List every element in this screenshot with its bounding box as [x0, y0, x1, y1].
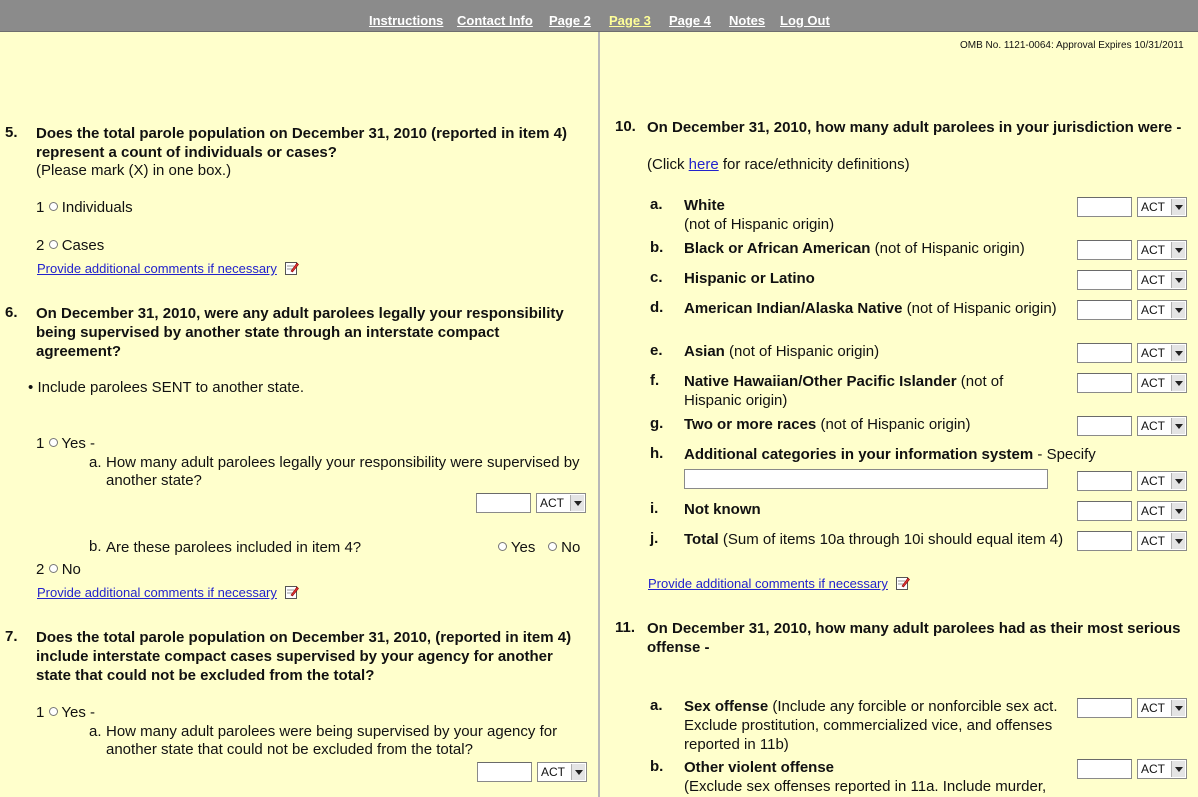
q10j-input[interactable]	[1077, 531, 1132, 551]
nav-page-3[interactable]: Page 3	[609, 13, 651, 28]
nav-instructions[interactable]: Instructions	[369, 13, 444, 28]
q5-option-individuals[interactable]	[36, 199, 133, 216]
q10-comment[interactable]	[648, 575, 910, 592]
q11a-letter: a.	[650, 697, 663, 714]
q5-cases-radio[interactable]	[49, 240, 58, 249]
q5-option-individuals-num: 1	[36, 199, 45, 216]
q10j-rest: (Sum of items 10a through 10i should equal item 4)	[718, 531, 1064, 548]
nav-contact-info[interactable]: Contact Info	[457, 13, 533, 28]
q11b-line2: (Exclude sex offenses reported in 11a. Include murder,	[684, 778, 1047, 795]
q10h-act-value: ACT	[1141, 474, 1165, 488]
q10h-rest: - Specify	[1033, 446, 1096, 463]
q6b-yes-label: Yes	[510, 539, 536, 556]
q10g-act-value: ACT	[1141, 419, 1165, 433]
q10g-label	[684, 415, 1064, 434]
q10i-bold: Not known	[684, 501, 761, 518]
q6-yes-num: 1	[36, 435, 45, 452]
q6-bullet-text: Include parolees SENT to another state.	[37, 379, 304, 396]
q10-number: 10.	[615, 118, 636, 135]
q6-option-yes[interactable]	[36, 435, 95, 452]
q11-question: On December 31, 2010, how many adult parolees had as their most serious offense -	[647, 620, 1181, 656]
q10i-act-select[interactable]	[1137, 501, 1187, 521]
q10h-label	[684, 445, 1124, 464]
q5-individuals-radio[interactable]	[49, 202, 58, 211]
nav-page-2[interactable]: Page 2	[549, 13, 591, 28]
chevron-down-icon[interactable]	[1171, 302, 1185, 318]
chevron-down-icon[interactable]	[1171, 199, 1185, 215]
q11b-bold: Other violent offense	[684, 759, 835, 776]
q10e-input[interactable]	[1077, 343, 1132, 363]
q10a-line2: (not of Hispanic origin)	[684, 216, 835, 233]
q10d-act-value: ACT	[1141, 303, 1165, 317]
q10e-act-select[interactable]	[1137, 343, 1187, 363]
q6-no-num: 2	[36, 561, 45, 578]
q11a-input[interactable]	[1077, 698, 1132, 718]
q10j-letter: j.	[650, 530, 659, 547]
q11b-input[interactable]	[1077, 759, 1132, 779]
q10e-letter: e.	[650, 342, 663, 359]
q6a-act-select[interactable]	[536, 493, 586, 513]
q7-question: Does the total parole population on December 31, 2010, (reported in item 4) include interstate compact cases supervised by your agency for another state that could not be excluded from the total?	[36, 629, 572, 684]
q6b-no-radio[interactable]	[548, 542, 557, 551]
q10c-bold: Hispanic or Latino	[684, 270, 815, 287]
q10d-letter: d.	[650, 299, 664, 316]
nav-log-out[interactable]: Log Out	[780, 13, 830, 28]
q6b-yes-radio[interactable]	[498, 542, 507, 551]
q10-comment-link[interactable]: Provide additional comments if necessary	[648, 576, 888, 591]
chevron-down-icon[interactable]	[1171, 761, 1185, 777]
q6-yes-label: Yes -	[61, 435, 96, 452]
q5-question: Does the total parole population on December 31, 2010 (reported in item 4) represent a count of individuals or cases?	[36, 125, 567, 161]
q10-definitions-note	[647, 156, 910, 173]
q10b-bold: Black or African American	[684, 240, 871, 257]
q7-yes-num: 1	[36, 704, 45, 721]
chevron-down-icon[interactable]	[1171, 242, 1185, 258]
chevron-down-icon[interactable]	[1171, 473, 1185, 489]
q10g-bold: Two or more races	[684, 416, 817, 433]
q6-bullet	[28, 379, 304, 396]
q11a-bold: Sex offense	[684, 698, 769, 715]
q10h-specify-input[interactable]	[684, 469, 1048, 489]
q7-yes-label: Yes -	[61, 704, 96, 721]
q6b-text: Are these parolees included in item 4?	[106, 539, 362, 556]
q7a-letter: a.	[89, 723, 102, 740]
q6-comment[interactable]	[37, 584, 299, 601]
q10c-label	[684, 269, 1064, 288]
chevron-down-icon[interactable]	[1171, 272, 1185, 288]
q5-option-individuals-label: Individuals	[61, 199, 133, 216]
q10g-letter: g.	[650, 415, 664, 432]
chevron-down-icon[interactable]	[1171, 345, 1185, 361]
q6-comment-link[interactable]: Provide additional comments if necessary	[37, 585, 277, 600]
q10f-letter: f.	[650, 372, 660, 389]
q10c-letter: c.	[650, 269, 663, 286]
q10i-label	[684, 500, 1064, 519]
q5-comment[interactable]	[37, 260, 299, 277]
bullet-icon: •	[28, 379, 34, 396]
q10j-act-value: ACT	[1141, 534, 1165, 548]
q10g-input[interactable]	[1077, 416, 1132, 436]
chevron-down-icon[interactable]	[1171, 700, 1185, 716]
q5-option-cases-label: Cases	[61, 237, 105, 254]
q6-no-label: No	[61, 561, 81, 578]
chevron-down-icon[interactable]	[1171, 503, 1185, 519]
edit-note-icon[interactable]	[896, 576, 910, 590]
q10i-letter: i.	[650, 500, 659, 517]
q6-option-no[interactable]	[36, 561, 81, 578]
q10d-bold: American Indian/Alaska Native	[684, 300, 903, 317]
q10-question: On December 31, 2010, how many adult parolees in your jurisdiction were -	[647, 119, 1182, 136]
q10b-rest: (not of Hispanic origin)	[870, 240, 1025, 257]
q10f-act-select[interactable]	[1137, 373, 1187, 393]
q6a-act-value: ACT	[540, 496, 564, 510]
q10f-input[interactable]	[1077, 373, 1132, 393]
q10a-input[interactable]	[1077, 197, 1132, 217]
q10b-letter: b.	[650, 239, 664, 256]
q7-number: 7.	[5, 628, 18, 645]
q10i-act-value: ACT	[1141, 504, 1165, 518]
q6b-yes-option[interactable]	[498, 539, 535, 556]
chevron-down-icon[interactable]	[1171, 375, 1185, 391]
q10c-input[interactable]	[1077, 270, 1132, 290]
q7a-count-input[interactable]	[477, 762, 532, 782]
q10f-act-value: ACT	[1141, 376, 1165, 390]
q10j-bold: Total	[684, 531, 719, 548]
q10b-act-select[interactable]	[1137, 240, 1187, 260]
q11b-act-value: ACT	[1141, 762, 1165, 776]
q10a-letter: a.	[650, 196, 663, 213]
q5-option-cases[interactable]	[36, 237, 104, 254]
q10d-act-select[interactable]	[1137, 300, 1187, 320]
q6b-letter: b.	[89, 538, 102, 555]
q10g-rest: (not of Hispanic origin)	[816, 416, 971, 433]
q10-click-post: for race/ethnicity definitions)	[718, 156, 910, 173]
q7a-text: How many adult parolees were being supervised by your agency for another state that could not be excluded from the total?	[106, 723, 558, 758]
q7a-act-value: ACT	[541, 765, 565, 779]
q6-question: On December 31, 2010, were any adult parolees legally your responsibility being supervised by another state through an interstate compact agreement?	[36, 305, 564, 360]
q10j-act-select[interactable]	[1137, 531, 1187, 551]
chevron-down-icon[interactable]	[571, 764, 585, 780]
q10h-bold: Additional categories in your information system	[684, 446, 1034, 463]
omb-notice: OMB No. 1121-0064: Approval Expires 10/31/2011	[960, 40, 1184, 51]
column-divider	[598, 32, 600, 797]
q6-no-radio[interactable]	[49, 564, 58, 573]
chevron-down-icon[interactable]	[570, 495, 584, 511]
q10a-bold: White	[684, 197, 725, 214]
q7a-act-select[interactable]	[537, 762, 587, 782]
q10b-label	[684, 239, 1064, 258]
q10c-act-value: ACT	[1141, 273, 1165, 287]
q6a-text: How many adult parolees legally your responsibility were supervised by another state?	[106, 454, 580, 489]
q11b-label	[684, 758, 1069, 796]
q5-option-cases-num: 2	[36, 237, 45, 254]
q10g-act-select[interactable]	[1137, 416, 1187, 436]
q10i-input[interactable]	[1077, 501, 1132, 521]
q10h-act-select[interactable]	[1137, 471, 1187, 491]
q5-number: 5.	[5, 124, 18, 141]
nav-page-4[interactable]: Page 4	[669, 13, 711, 28]
q10h-letter: h.	[650, 445, 664, 462]
q10e-act-value: ACT	[1141, 346, 1165, 360]
q11b-letter: b.	[650, 758, 664, 775]
edit-note-icon[interactable]	[285, 261, 299, 275]
q11a-label	[684, 697, 1069, 754]
q11a-rest: (Include any forcible or nonforcible sex act. Exclude prostitution, commercialized vice, and offenses reported in 11b)	[684, 698, 1058, 753]
q10a-label	[684, 196, 1064, 234]
q10b-input[interactable]	[1077, 240, 1132, 260]
q10h-input[interactable]	[1077, 471, 1132, 491]
q11-number: 11.	[615, 619, 636, 636]
q11b-act-select[interactable]	[1137, 759, 1187, 779]
race-definitions-link[interactable]: here	[688, 156, 719, 173]
q10c-act-select[interactable]	[1137, 270, 1187, 290]
q6a-count-input[interactable]	[476, 493, 531, 513]
q6-number: 6.	[5, 304, 18, 321]
q5-instruction: (Please mark (X) in one box.)	[36, 162, 232, 179]
q10f-rest: (not of Hispanic origin)	[684, 373, 1004, 409]
chevron-down-icon[interactable]	[1171, 418, 1185, 434]
q7-yes-radio[interactable]	[49, 707, 58, 716]
q6-yes-radio[interactable]	[49, 438, 58, 447]
q10e-label	[684, 342, 1064, 361]
q10f-label	[684, 372, 1064, 410]
nav-notes[interactable]: Notes	[729, 13, 766, 28]
q6a-letter: a.	[89, 454, 102, 471]
q6b-no-option[interactable]	[548, 539, 580, 556]
q10e-bold: Asian	[684, 343, 725, 360]
q10d-label	[684, 299, 1064, 318]
q11a-act-select[interactable]	[1137, 698, 1187, 718]
q10-click-pre: (Click	[647, 156, 689, 173]
q10f-bold: Native Hawaiian/Other Pacific Islander	[684, 373, 957, 390]
q10a-act-value: ACT	[1141, 200, 1165, 214]
q6b-no-label: No	[561, 539, 581, 556]
edit-note-icon[interactable]	[285, 585, 299, 599]
q10d-rest: (not of Hispanic origin)	[902, 300, 1057, 317]
q7-option-yes[interactable]	[36, 704, 95, 721]
q5-comment-link[interactable]: Provide additional comments if necessary	[37, 261, 277, 276]
q10d-input[interactable]	[1077, 300, 1132, 320]
q11a-act-value: ACT	[1141, 701, 1165, 715]
q10a-act-select[interactable]	[1137, 197, 1187, 217]
q10b-act-value: ACT	[1141, 243, 1165, 257]
q10j-label	[684, 530, 1069, 549]
chevron-down-icon[interactable]	[1171, 533, 1185, 549]
q10e-rest: (not of Hispanic origin)	[724, 343, 880, 360]
top-nav	[0, 0, 1198, 32]
